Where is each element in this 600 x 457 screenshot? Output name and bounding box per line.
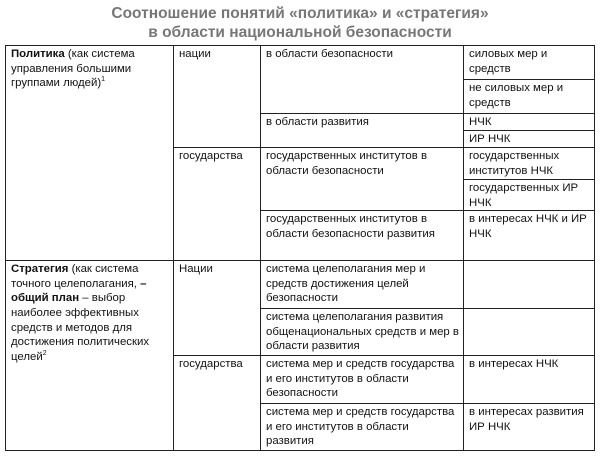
table-cell: НЧК: [464, 114, 595, 131]
policy-term: Политика: [11, 48, 65, 60]
concepts-table: [5, 45, 595, 451]
policy-definition: (как система управления большими группами людей): [11, 48, 135, 90]
title-line-1: Соотношение понятий «политика» и «стратегия»: [111, 5, 489, 22]
table-cell: [464, 309, 595, 356]
strategy-definition-pre: (как система точного целеполагания,: [11, 263, 141, 290]
policy-state-development-cell: государственных институтов в области безопасности развития: [261, 211, 464, 261]
strategy-nation-cell: Нации: [174, 261, 261, 356]
table-cell: система целеполагания развития общенациональных средств и мер в области развития: [261, 309, 464, 356]
policy-nation-security-cell: в области безопасности: [261, 46, 464, 114]
table-cell: [464, 261, 595, 309]
strategy-state-cell: государства: [174, 356, 261, 451]
page-title: [0, 4, 600, 42]
table-cell: в интересах НЧК: [464, 356, 595, 404]
strategy-term: Стратегия: [11, 263, 69, 276]
table-cell: силовых мер и средств: [464, 46, 595, 80]
policy-nation-cell: нации: [174, 46, 261, 148]
table-cell: государственных ИР НЧК: [464, 180, 595, 211]
table-cell: система мер и средств государства и его институтов в области развития: [261, 404, 464, 451]
table-row: [6, 46, 595, 80]
strategy-cell: [6, 261, 174, 451]
strategy-term-2: – общий план: [11, 277, 147, 305]
strategy-footnote: 2: [42, 349, 47, 357]
title-line-2: в области национальной безопасности: [148, 24, 452, 41]
policy-footnote: 1: [101, 76, 106, 84]
policy-nation-development-cell: в области развития: [261, 114, 464, 148]
policy-state-security-cell: государственных институтов в области безопасности: [261, 148, 464, 211]
table-cell: ИР НЧК: [464, 131, 595, 148]
table-cell: система целеполагания мер и средств достижения целей безопасности: [261, 261, 464, 309]
policy-cell: [6, 46, 174, 261]
table-row: [6, 261, 595, 309]
policy-state-cell: государства: [174, 148, 261, 261]
table-cell: в интересах развития ИР НЧК: [464, 404, 595, 451]
strategy-definition-post: – выбор наиболее эффективных средств и методов для достижения политических целей: [11, 292, 150, 363]
table-cell: не силовых мер и средств: [464, 80, 595, 114]
table-cell: в интересах НЧК и ИР НЧК: [464, 211, 595, 261]
table-cell: система мер и средств государства и его институтов в области безопасности: [261, 356, 464, 404]
table-cell: государственных институтов НЧК: [464, 148, 595, 180]
